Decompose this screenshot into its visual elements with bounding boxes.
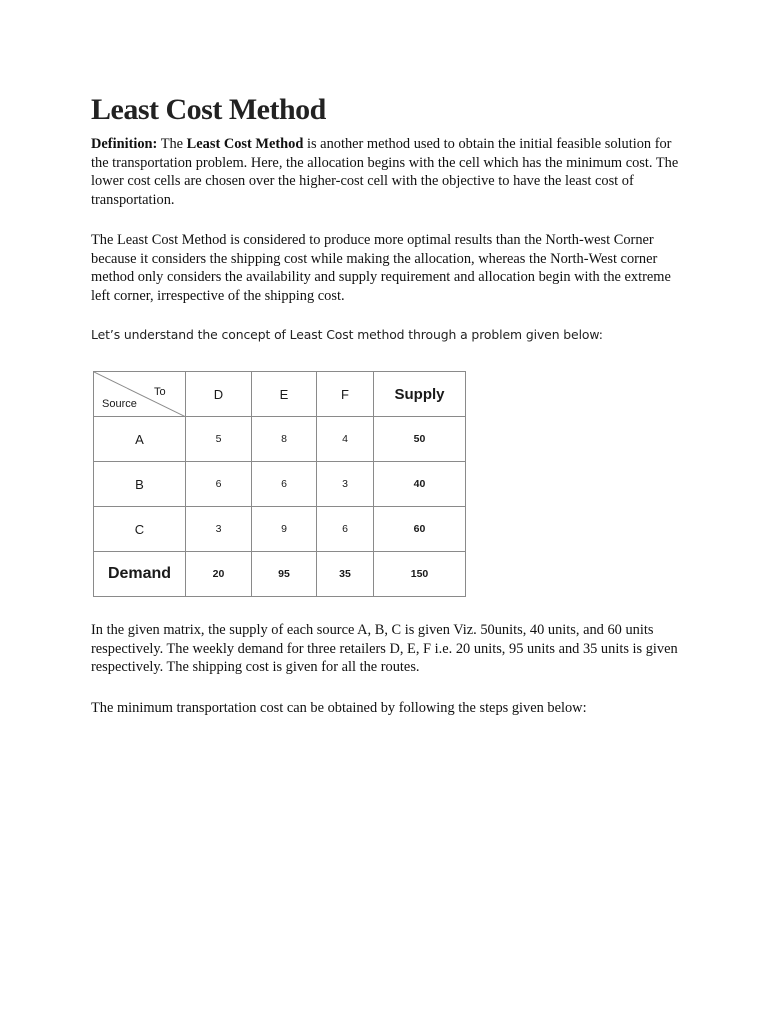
demand-cell-e: 95 <box>252 552 317 597</box>
corner-to-label: To <box>154 386 166 398</box>
definition-lead: The <box>157 136 187 152</box>
cost-cell-a-d: 5 <box>186 417 252 462</box>
column-header-d: D <box>186 372 252 417</box>
corner-header-cell <box>94 372 186 417</box>
demand-cell-f: 35 <box>317 552 374 597</box>
definition-body: is another method used to obtain the initial feasible solution for the transportation problem. Here, the allocation begins with the cell which has the minimum cost. The lower cost cells are chosen over the higher-cost cell with the objective to have the least cost of transportation. <box>91 136 679 208</box>
demand-cell-d: 20 <box>186 552 252 597</box>
row-header-a: A <box>94 417 186 462</box>
column-header-e: E <box>252 372 317 417</box>
supply-cell-b: 40 <box>374 462 466 507</box>
problem-intro-paragraph: Let’s understand the concept of Least Cost method through a problem given below: <box>91 327 603 342</box>
total-cell: 150 <box>374 552 466 597</box>
cost-cell-a-f: 4 <box>317 417 374 462</box>
table-demand-row <box>94 552 466 597</box>
row-header-demand: Demand <box>94 552 186 597</box>
matrix-explanation-paragraph: In the given matrix, the supply of each source A, B, C is given Viz. 50units, 40 units, and 60 units respectively. The weekly demand for three retailers D, E, F i.e. 20 units, 95 units and 35 units is given respectively. The shipping cost is given for all the routes. <box>91 622 678 675</box>
comparison-paragraph: The Least Cost Method is considered to produce more optimal results than the North-west Corner because it considers the shipping cost while making the allocation, whereas the North-West corner method only considers the availability and supply requirement and allocation begin with the extreme left corner, irrespective of the shipping cost. <box>91 232 671 304</box>
column-header-supply: Supply <box>374 372 466 417</box>
cost-matrix-table <box>93 371 466 597</box>
table-row-b <box>94 462 466 507</box>
table-row-c <box>94 507 466 552</box>
row-header-b: B <box>94 462 186 507</box>
cost-cell-a-e: 8 <box>252 417 317 462</box>
table-header-row <box>94 372 466 417</box>
cost-cell-b-d: 6 <box>186 462 252 507</box>
cost-cell-b-f: 3 <box>317 462 374 507</box>
corner-source-label: Source <box>102 398 137 410</box>
cost-cell-c-d: 3 <box>186 507 252 552</box>
row-header-c: C <box>94 507 186 552</box>
cost-cell-c-f: 6 <box>317 507 374 552</box>
cost-cell-b-e: 6 <box>252 462 317 507</box>
column-header-f: F <box>317 372 374 417</box>
supply-cell-c: 60 <box>374 507 466 552</box>
cost-cell-c-e: 9 <box>252 507 317 552</box>
page-title: Least Cost Method <box>91 93 326 126</box>
definition-term: Least Cost Method <box>186 136 304 152</box>
corner-diagonal-line <box>94 372 186 417</box>
definition-paragraph <box>91 135 691 209</box>
steps-intro-paragraph: The minimum transportation cost can be obtained by following the steps given below: <box>91 700 587 716</box>
supply-cell-a: 50 <box>374 417 466 462</box>
table-row-a <box>94 417 466 462</box>
definition-label: Definition: <box>91 136 158 152</box>
